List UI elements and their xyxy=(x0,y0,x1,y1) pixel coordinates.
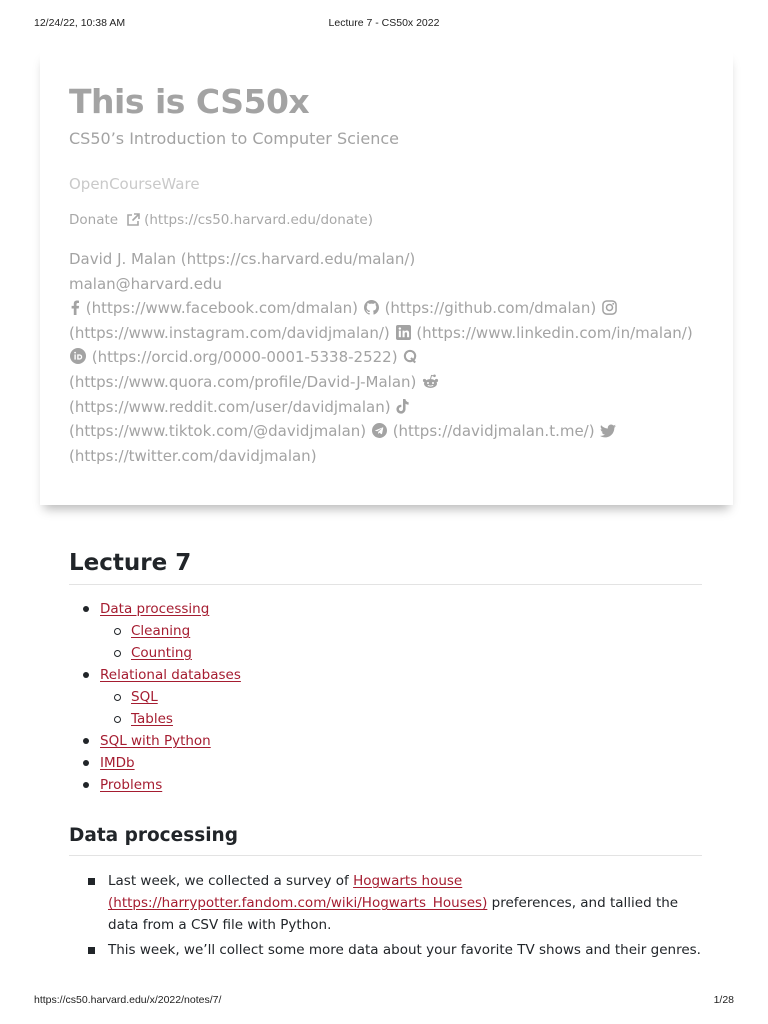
orcid-url[interactable]: (https://orcid.org/0000-0001-5338-2522) xyxy=(91,348,398,367)
author-info xyxy=(69,247,709,468)
instagram-icon[interactable] xyxy=(602,300,617,315)
toc-link-counting[interactable]: Counting xyxy=(131,645,192,661)
linkedin-url[interactable]: (https://www.linkedin.com/in/malan/) xyxy=(416,323,693,342)
toc-subitem xyxy=(100,686,702,708)
print-page-number: 1/28 xyxy=(713,994,734,1006)
twitter-icon[interactable] xyxy=(600,424,616,438)
toc-link-problems[interactable]: Problems xyxy=(100,777,163,793)
hogwarts-link-text[interactable]: Hogwarts house xyxy=(353,873,463,889)
toc-item xyxy=(69,774,702,796)
section-bullets xyxy=(69,870,702,961)
toc-subitem xyxy=(100,620,702,642)
social-links xyxy=(69,296,709,468)
telegram-icon[interactable] xyxy=(372,423,387,438)
lecture-content xyxy=(69,546,702,961)
instagram-url[interactable]: (https://www.instagram.com/davidjmalan/) xyxy=(69,323,390,342)
reddit-url[interactable]: (https://www.reddit.com/user/davidjmalan) xyxy=(69,397,391,416)
bullet-text: This week, we’ll collect some more data about your favorite TV shows and their genres. xyxy=(108,942,701,958)
toc-link-data-processing[interactable]: Data processing xyxy=(100,601,210,617)
telegram-url[interactable]: (https://davidjmalan.t.me/) xyxy=(392,422,595,441)
toc-subitem xyxy=(100,642,702,664)
bullet-text: preferences, and tallied the data from a CSV file with Python. xyxy=(108,895,679,933)
table-of-contents xyxy=(69,598,702,796)
opencourseware-label[interactable]: OpenCourseWare xyxy=(69,175,200,193)
donate-url: (https://cs50.harvard.edu/donate) xyxy=(144,212,373,228)
print-url: https://cs50.harvard.edu/x/2022/notes/7/ xyxy=(34,994,222,1006)
toc-link-cleaning[interactable]: Cleaning xyxy=(131,623,191,639)
toc-link-imdb[interactable]: IMDb xyxy=(100,755,135,771)
toc-link-tables[interactable]: Tables xyxy=(131,711,173,727)
print-datetime: 12/24/22, 10:38 AM xyxy=(34,17,126,29)
facebook-icon[interactable] xyxy=(70,300,80,315)
toc-link-sql-with-python[interactable]: SQL with Python xyxy=(100,733,211,749)
orcid-icon[interactable] xyxy=(70,348,86,364)
toc-item xyxy=(69,664,702,730)
print-footer xyxy=(34,994,734,1008)
linkedin-icon[interactable] xyxy=(396,325,411,340)
reddit-icon[interactable] xyxy=(422,374,439,389)
bullet-text: Last week, we collected a survey of xyxy=(108,873,354,889)
section-heading-data-processing: Data processing xyxy=(69,822,702,856)
site-subtitle: CS50’s Introduction to Computer Science xyxy=(69,129,399,148)
author-name[interactable]: David J. Malan (https://cs.harvard.edu/malan/) xyxy=(69,250,416,268)
hogwarts-link-url[interactable]: (https://harrypotter.fandom.com/wiki/Hogwarts_Houses) xyxy=(108,895,488,911)
list-item xyxy=(69,870,702,936)
print-header xyxy=(34,17,734,31)
course-banner xyxy=(40,50,733,505)
donate-link[interactable]: Donate xyxy=(69,212,119,228)
toc-item xyxy=(69,598,702,664)
author-email[interactable]: malan@harvard.edu xyxy=(69,274,223,293)
external-link-icon xyxy=(126,213,140,227)
toc-item xyxy=(69,752,702,774)
github-url[interactable]: (https://github.com/dmalan) xyxy=(384,299,597,318)
list-item xyxy=(69,939,702,961)
toc-link-relational-databases[interactable]: Relational databases xyxy=(100,667,241,683)
quora-url[interactable]: (https://www.quora.com/profile/David-J-Malan) xyxy=(69,372,417,391)
tiktok-url[interactable]: (https://www.tiktok.com/@davidjmalan) xyxy=(69,422,367,441)
twitter-url[interactable]: (https://twitter.com/davidjmalan) xyxy=(69,446,317,465)
site-title[interactable]: This is CS50x xyxy=(69,82,310,121)
toc-item xyxy=(69,730,702,752)
tiktok-icon[interactable] xyxy=(396,399,410,414)
print-page-title: Lecture 7 - CS50x 2022 xyxy=(328,17,440,29)
page-title: Lecture 7 xyxy=(69,546,702,585)
github-icon[interactable] xyxy=(364,300,379,315)
donate-row[interactable] xyxy=(69,211,709,229)
toc-link-sql[interactable]: SQL xyxy=(131,689,158,705)
facebook-url[interactable]: (https://www.facebook.com/dmalan) xyxy=(85,299,359,318)
quora-icon[interactable] xyxy=(403,349,418,364)
toc-subitem xyxy=(100,708,702,730)
